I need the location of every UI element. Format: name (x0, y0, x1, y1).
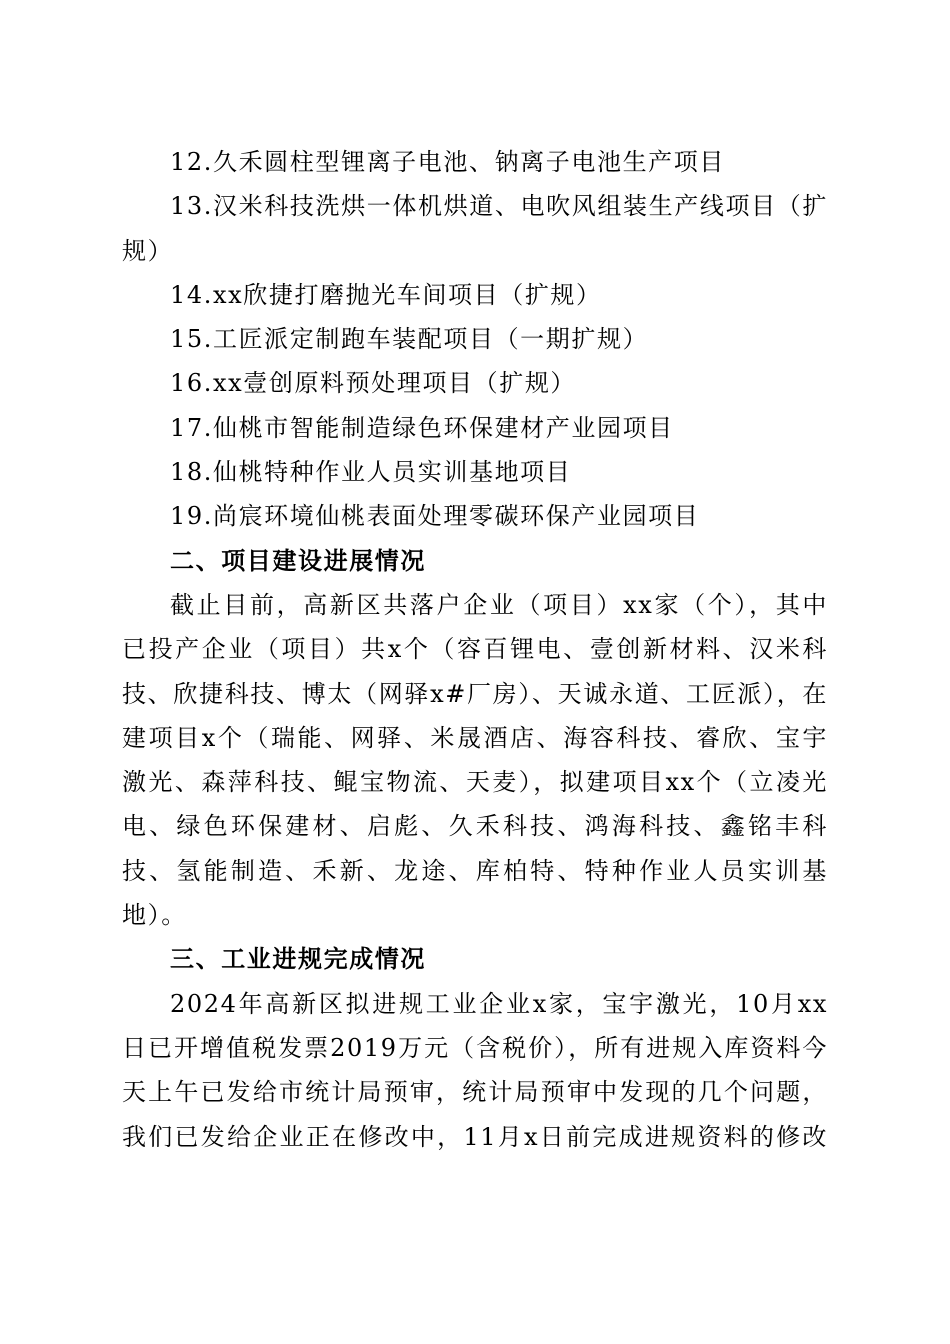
list-item-13: 13.汉米科技洗烘一体机烘道、电吹风组装生产线项目（扩规） (122, 192, 828, 265)
list-item-14: 14.xx欣捷打磨抛光车间项目（扩规） (170, 280, 602, 309)
list-item-16: 16.xx壹创原料预处理项目（扩规） (170, 369, 577, 398)
section-heading-industry: 三、工业进规完成情况 (170, 945, 426, 974)
list-item-12: 12.久禾圆柱型锂离子电池、钠离子电池生产项目 (170, 148, 725, 176)
list-item-17: 17.仙桃市智能制造绿色环保建材产业园项目 (170, 413, 674, 442)
section-heading-progress: 二、项目建设进展情况 (170, 546, 426, 575)
section-paragraph-progress: 截止目前，高新区共落户企业（项目）xx家（个），其中已投产企业（项目）共x个（容百锂电、壹创新材料、汉米科技、欣捷科技、博太（网驿x#厂房）、天诚永道、工匠派），在建项目x个（瑞能、网驿、米晟酒店、海容科技、睿欣、宝宇激光、森萍科技、鲲宝物流、天麦），拟建项目xx个（立凌光电、绿色环保建材、启彪、久禾科技、鸿海科技、鑫铭丰科技、氢能制造、禾新、龙途、库柏特、特种作业人员实训基地）。 (122, 590, 828, 930)
list-item-18: 18.仙桃特种作业人员实训基地项目 (170, 458, 572, 487)
list-item-15: 15.工匠派定制跑车装配项目（一期扩规） (170, 325, 649, 354)
section-paragraph-industry: 2024年高新区拟进规工业企业x家，宝宇激光，10月xx日已开增值税发票2019万元（含税价），所有进规入库资料今天上午已发给市统计局预审，统计局预审中发现的几个问题，我们已发给企业正在修改中，11月x日前完成进规资料的修改 (122, 989, 828, 1151)
list-item-19: 19.尚宸环境仙桃表面处理零碳环保产业园项目 (170, 502, 700, 531)
document-body (122, 140, 828, 1159)
